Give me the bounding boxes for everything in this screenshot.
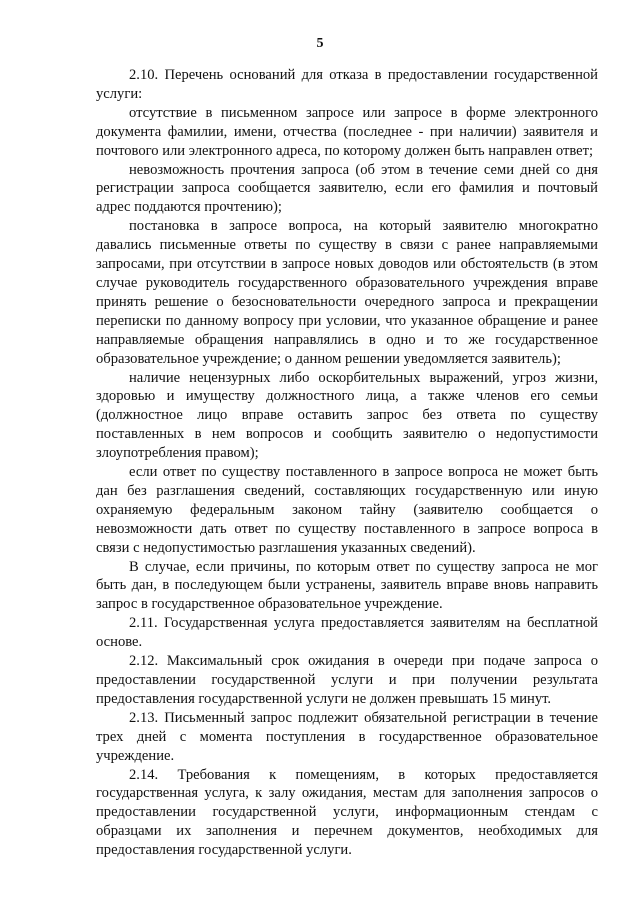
paragraph-2-10: 2.10. Перечень оснований для отказа в предоставлении государственной услуги: — [96, 67, 598, 102]
paragraph-2-11: 2.11. Государственная услуга предоставляется заявителям на бесплатной основе. — [96, 615, 598, 651]
document-body — [96, 66, 598, 860]
paragraph-unreadable-request: невозможность прочтения запроса (об этом в течение семи дней со дня регистрации запроса сообщается заявителю, если его фамилия и почтовый адрес поддаются прочтению); — [96, 161, 598, 216]
paragraph-repeated-question: постановка в запросе вопроса, на который заявителю многократно давались письменные ответы по существу в связи с ранее направляемыми запросами, при отсутствии в запросе новых доводов или обстоятельств (в этом случае руководитель государственного образовательного учреждения вправе принять решение о безосновательности очередного запроса и прекращении переписки по данному вопросу при условии, что указанное обращение и ранее направляемые обращения направлялись в одно и то же государственное образовательное учреждение; о данном решении уведомляется заявитель); — [96, 218, 598, 367]
paragraph-2-14: 2.14. Требования к помещениям, в которых предоставляется государственная услуга, к залу ожидания, местам для заполнения запросов о предоставлении государственной услуги, информационным стендам с образцами их заполнения и перечнем документов, необходимых для предоставления государственной услуги. — [96, 766, 598, 859]
paragraph-no-sender-info: отсутствие в письменном запросе или запросе в форме электронного документа фамилии, имени, отчества (последнее - при наличии) заявителя и почтового или электронного адреса, по которому должен быть направлен ответ; — [96, 104, 598, 159]
paragraph-secret-information: если ответ по существу поставленного в запросе вопроса не может быть дан без разглашения сведений, составляющих государственную или иную охраняемую федеральным законом тайну (заявителю сообщается о невозможности дать ответ по существу поставленного в запросе вопроса в связи с недопустимостью разглашения указанных сведений). — [96, 464, 598, 556]
paragraph-offensive-language: наличие нецензурных либо оскорбительных выражений, угроз жизни, здоровью и имуществу должностного лица, а также членов его семьи (должностное лицо вправе оставить запрос без ответа по существу поставленных в нем вопросов и сообщить заявителю о недопустимости злоупотребления правом); — [96, 369, 598, 462]
page-number: 5 — [316, 36, 324, 51]
paragraph-resubmission: В случае, если причины, по которым ответ по существу запроса не мог быть дан, в последующем были устранены, заявитель вправе вновь направить запрос в государственное образовательное учреждение. — [96, 558, 598, 613]
paragraph-2-13: 2.13. Письменный запрос подлежит обязательной регистрации в течение трех дней с момента поступления в государственное образовательное учреждение. — [96, 709, 598, 764]
paragraph-2-12: 2.12. Максимальный срок ожидания в очереди при подаче запроса о предоставлении государственной услуги и при получении результата предоставления государственной услуги не должен превышать 15 минут. — [96, 653, 598, 707]
